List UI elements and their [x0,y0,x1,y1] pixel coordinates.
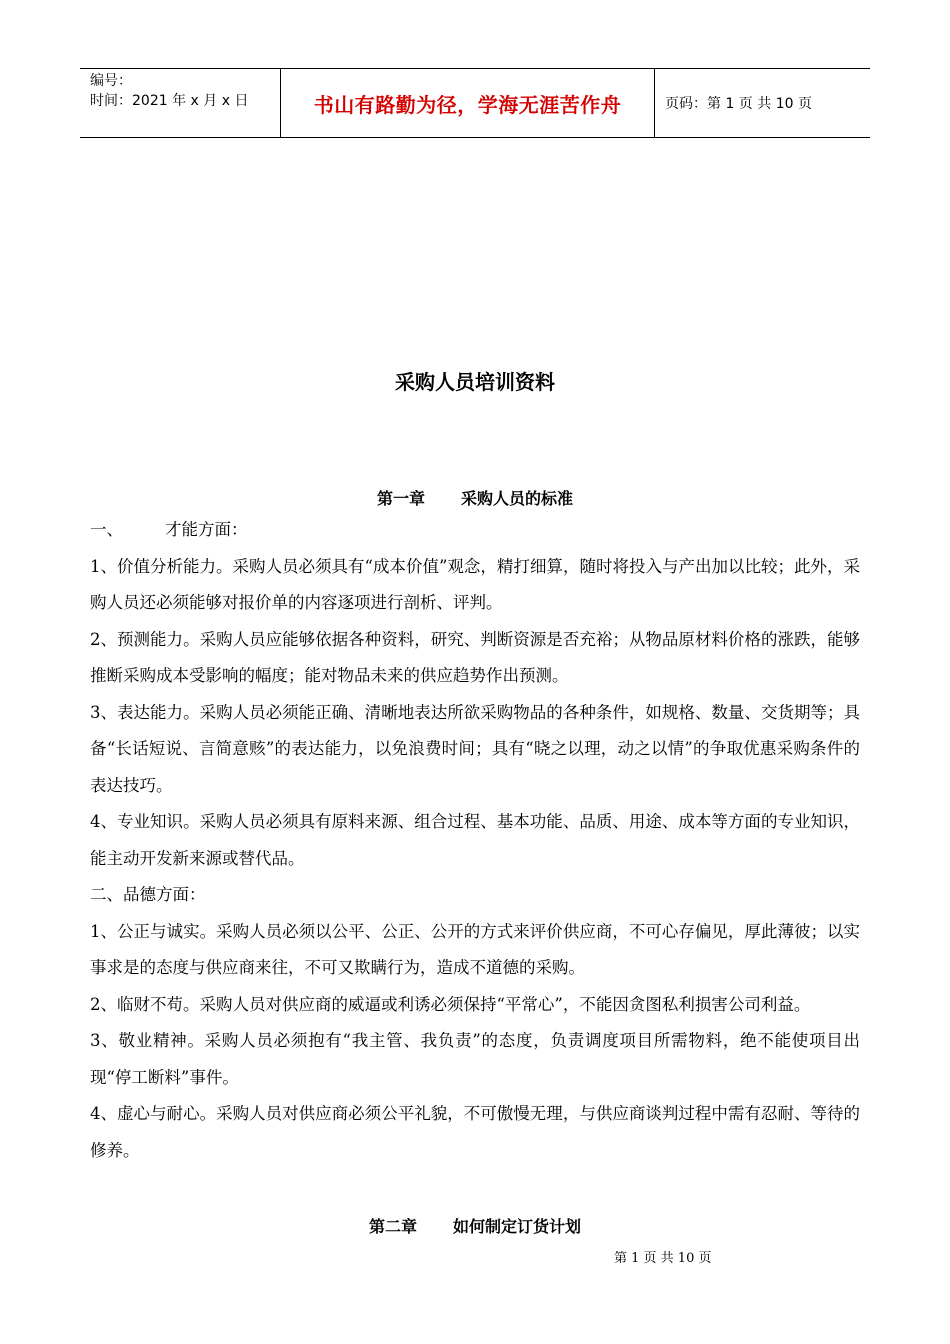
paragraph-forecasting: 2、预测能力。采购人员应能够依据各种资料，研究、判断资源是否充裕；从物品原材料价格的涨跌，能够推断采购成本受影响的幅度；能对物品未来的供应趋势作出预测。 [90,629,860,685]
chapter-2-name: 如何制定订货计划 [453,1217,582,1236]
section-1-heading [90,512,860,549]
section-2-heading: 二、品德方面： [90,885,206,904]
motto: 书山有路勤为径，学海无涯苦作舟 [313,92,622,117]
chapter-2-number: 第二章 [368,1217,417,1236]
paragraph-patience: 4、虚心与耐心。采购人员对供应商必须公平礼貌，不可傲慢无理，与供应商谈判过程中需有忍耐、等待的修养。 [90,1104,860,1160]
header-meta [80,69,280,137]
section-1-title: 才能方面： [165,520,248,539]
header-table [80,68,870,138]
chapter-1-name: 采购人员的标准 [461,489,574,508]
time-label: 时间：2021 年 x 月 x 日 [90,93,249,109]
paragraph-integrity: 2、临财不苟。采购人员对供应商的威逼或利诱必须保持“平常心”，不能因贪图私利损害公司利益。 [90,994,811,1014]
chapter-1-number: 第一章 [376,489,425,508]
document-title: 采购人员培训资料 [395,370,555,394]
paragraph-expertise: 4、专业知识。采购人员必须具有原料来源、组合过程、基本功能、品质、用途、成本等方面的专业知识，能主动开发新来源或替代品。 [90,812,860,868]
document-body [90,512,860,1169]
number-label: 编号： [90,73,132,89]
chapter-1-heading [0,486,950,509]
page-footer: 第 1 页 共 10 页 [614,1251,712,1266]
section-1-number: 一、 [90,520,123,539]
header-motto-cell [280,69,655,137]
paragraph-fairness: 1、公正与诚实。采购人员必须以公平、公正、公开的方式来评价供应商，不可心存偏见，厚此薄彼；以实事求是的态度与供应商来往，不可又欺瞒行为，造成不道德的采购。 [90,921,860,977]
paragraph-value-analysis: 1、价值分析能力。采购人员必须具有“成本价值”观念，精打细算，随时将投入与产出加以比较；此外，采购人员还必须能够对报价单的内容逐项进行剖析、评判。 [90,556,860,612]
chapter-2-heading [0,1214,950,1237]
paragraph-expression: 3、表达能力。采购人员必须能正确、清晰地表达所欲采购物品的各种条件，如规格、数量、交货期等；具备“长话短说、言简意赅”的表达能力，以免浪费时间；具有“晓之以理，动之以情”的争取优惠采购条件的表达技巧。 [90,702,860,795]
page-info: 页码：第 1 页 共 10 页 [665,96,812,112]
paragraph-dedication: 3、敬业精神。采购人员必须抱有“我主管、我负责”的态度，负责调度项目所需物料，绝不能使项目出现“停工断料”事件。 [90,1031,860,1087]
